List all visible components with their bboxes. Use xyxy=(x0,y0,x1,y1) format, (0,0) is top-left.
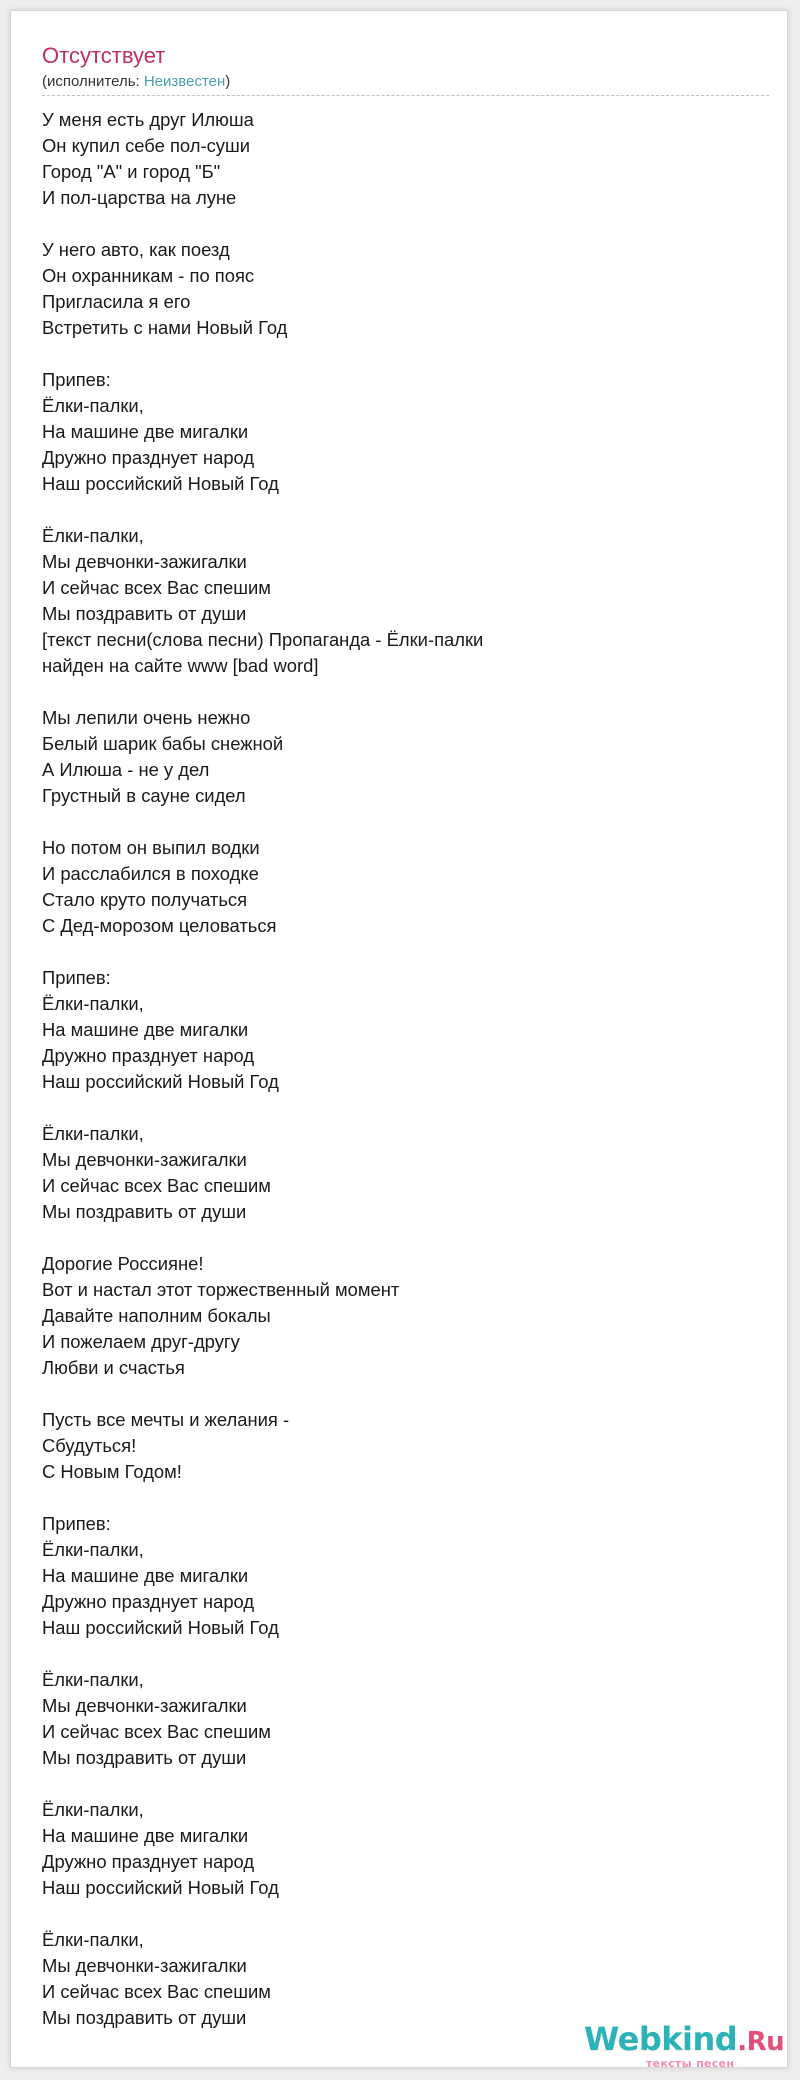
lyric-blank-line xyxy=(42,1901,762,1927)
lyric-line: Дружно празднует народ xyxy=(42,1591,255,1612)
lyric-line: Ёлки-палки, xyxy=(42,1539,144,1560)
lyric-line: И расслабился в походке xyxy=(42,863,259,884)
lyric-line: Любви и счастья xyxy=(42,1357,185,1378)
lyric-line: Дружно празднует народ xyxy=(42,1045,255,1066)
lyric-line: Он купил себе пол-суши xyxy=(42,135,251,156)
lyric-line: Мы девчонки-зажигалки xyxy=(42,1149,247,1170)
lyric-line: Грустный в сауне сидел xyxy=(42,785,246,806)
lyric-line: Ёлки-палки, xyxy=(42,395,144,416)
lyric-line: Город "А" и город "Б" xyxy=(42,161,221,182)
lyric-line: Мы поздравить от души xyxy=(42,2007,247,2028)
lyric-line: Ёлки-палки, xyxy=(42,1799,144,1820)
lyric-blank-line xyxy=(42,1641,762,1667)
lyric-line: На машине две мигалки xyxy=(42,1019,249,1040)
logo-name: Webkind xyxy=(584,2020,738,2058)
lyric-line: [текст песни(слова песни) Пропаганда - Ёлки-палки xyxy=(42,629,484,650)
lyric-blank-line xyxy=(42,497,762,523)
lyric-line: Ёлки-палки, xyxy=(42,525,144,546)
lyric-blank-line xyxy=(42,1095,762,1121)
lyric-line: И сейчас всех Вас спешим xyxy=(42,577,271,598)
performer-link[interactable]: Неизвестен xyxy=(143,73,226,90)
lyric-line: И сейчас всех Вас спешим xyxy=(42,1721,271,1742)
lyric-line: Давайте наполним бокалы xyxy=(42,1305,271,1326)
dashed-divider xyxy=(42,95,769,96)
performer-line xyxy=(42,73,230,91)
lyric-blank-line xyxy=(42,679,762,705)
performer-suffix: ) xyxy=(225,73,231,90)
lyrics-card xyxy=(10,10,788,2068)
lyric-line: На машине две мигалки xyxy=(42,1825,249,1846)
lyric-line: Пригласила я его xyxy=(42,291,191,312)
lyric-blank-line xyxy=(42,1485,762,1511)
logo-wordmark xyxy=(584,2019,784,2062)
lyric-line: У него авто, как поезд xyxy=(42,239,230,260)
lyric-line: Припев: xyxy=(42,1513,111,1534)
performer-prefix: (исполнитель: xyxy=(42,73,144,90)
lyric-line: Мы лепили очень нежно xyxy=(42,707,251,728)
song-title: Отсутствует xyxy=(42,43,166,68)
lyric-line: найден на сайте www [bad word] xyxy=(42,655,319,676)
lyric-line: Мы поздравить от души xyxy=(42,603,247,624)
lyric-line: Ёлки-палки, xyxy=(42,1929,144,1950)
lyric-line: Мы поздравить от души xyxy=(42,1747,247,1768)
lyric-line: Вот и настал этот торжественный момент xyxy=(42,1279,400,1300)
lyric-line: А Илюша - не у дел xyxy=(42,759,210,780)
lyric-line: На машине две мигалки xyxy=(42,421,249,442)
lyric-blank-line xyxy=(42,1225,762,1251)
lyric-line: Мы девчонки-зажигалки xyxy=(42,1695,247,1716)
lyric-line: Сбудуться! xyxy=(42,1435,137,1456)
logo-tld: .Ru xyxy=(737,2027,785,2057)
lyric-line: Дорогие Россияне! xyxy=(42,1253,204,1274)
lyric-line: На машине две мигалки xyxy=(42,1565,249,1586)
lyrics-text xyxy=(42,107,762,2031)
lyric-line: Наш российский Новый Год xyxy=(42,473,279,494)
lyric-blank-line xyxy=(42,211,762,237)
lyric-line: Стало круто получаться xyxy=(42,889,248,910)
lyric-line: Наш российский Новый Год xyxy=(42,1617,279,1638)
lyric-line: С Дед-морозом целоваться xyxy=(42,915,277,936)
lyric-line: С Новым Годом! xyxy=(42,1461,182,1482)
lyric-line: Пусть все мечты и желания - xyxy=(42,1409,290,1430)
lyric-line: Припев: xyxy=(42,967,111,988)
lyric-line: Наш российский Новый Год xyxy=(42,1877,279,1898)
lyric-blank-line xyxy=(42,809,762,835)
lyric-blank-line xyxy=(42,341,762,367)
lyric-line: И сейчас всех Вас спешим xyxy=(42,1981,271,2002)
lyric-line: Он охранникам - по пояс xyxy=(42,265,255,286)
lyric-line: Дружно празднует народ xyxy=(42,447,255,468)
lyric-line: И сейчас всех Вас спешим xyxy=(42,1175,271,1196)
lyric-line: Ёлки-палки, xyxy=(42,993,144,1014)
lyric-line: Мы поздравить от души xyxy=(42,1201,247,1222)
lyric-line: Припев: xyxy=(42,369,111,390)
lyric-blank-line xyxy=(42,1771,762,1797)
lyric-line: Дружно празднует народ xyxy=(42,1851,255,1872)
lyric-line: Мы девчонки-зажигалки xyxy=(42,551,247,572)
lyric-line: Ёлки-палки, xyxy=(42,1123,144,1144)
lyric-line: И пожелаем друг-другу xyxy=(42,1331,240,1352)
logo-tagline: тексты песен xyxy=(646,2057,735,2070)
lyric-line: Ёлки-палки, xyxy=(42,1669,144,1690)
lyric-line: Белый шарик бабы снежной xyxy=(42,733,284,754)
lyric-line: И пол-царства на луне xyxy=(42,187,237,208)
lyric-blank-line xyxy=(42,1381,762,1407)
webkind-logo[interactable] xyxy=(584,2019,784,2075)
lyric-line: Мы девчонки-зажигалки xyxy=(42,1955,247,1976)
lyric-blank-line xyxy=(42,939,762,965)
lyric-line: У меня есть друг Илюша xyxy=(42,109,254,130)
lyric-line: Встретить с нами Новый Год xyxy=(42,317,288,338)
lyric-line: Но потом он выпил водки xyxy=(42,837,260,858)
lyric-line: Наш российский Новый Год xyxy=(42,1071,279,1092)
